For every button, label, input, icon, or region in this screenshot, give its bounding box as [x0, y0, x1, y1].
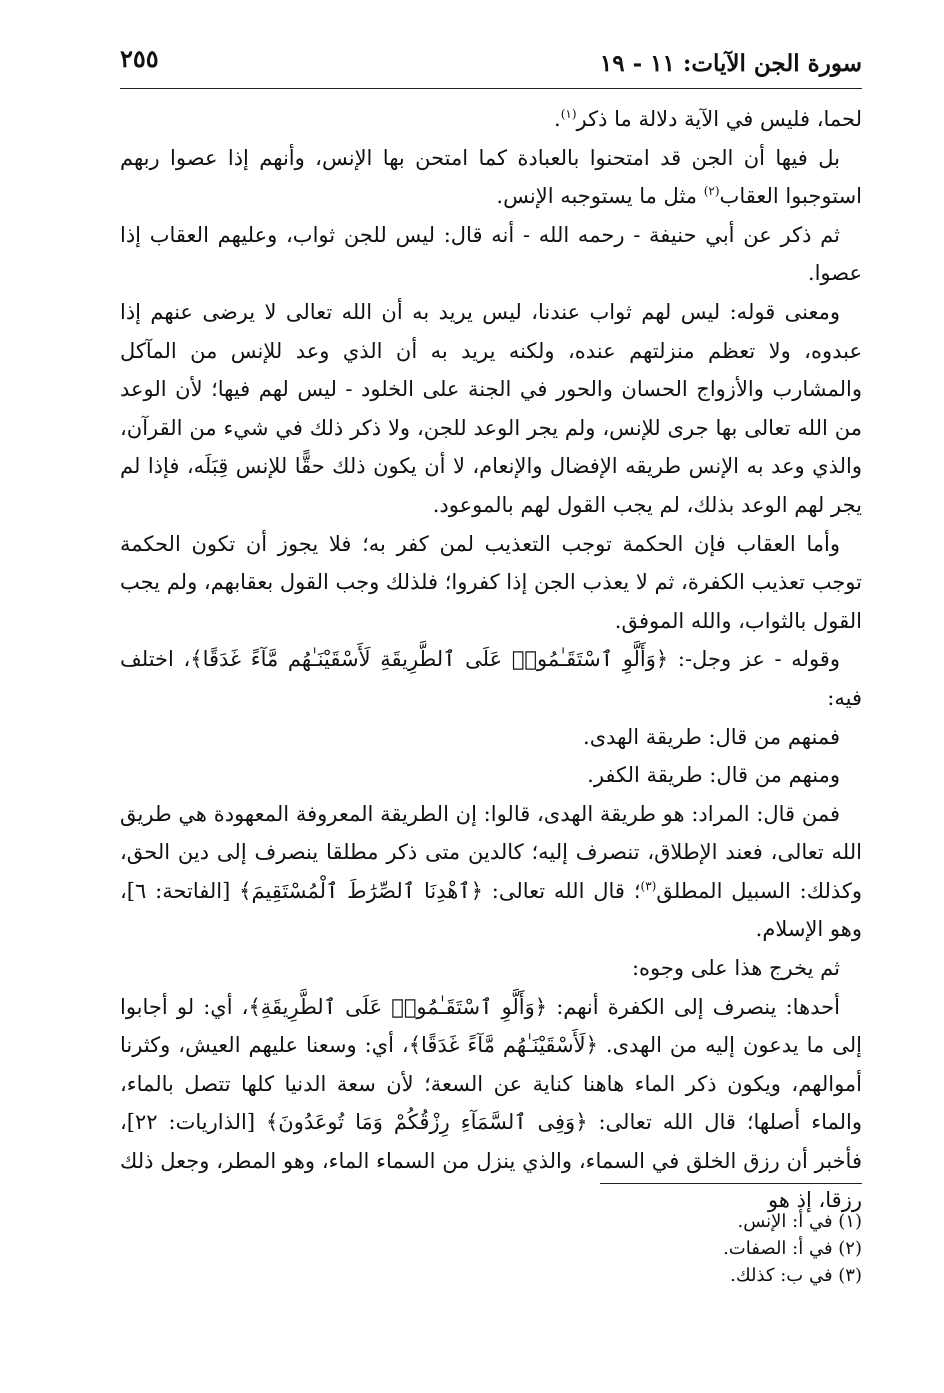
- footnote-ref: (٢): [703, 184, 720, 199]
- body-text: [120, 100, 862, 1219]
- paragraph-text: لحما، فليس في الآية دلالة ما ذكر: [576, 107, 862, 131]
- paragraph: وأما العقاب فإن الحكمة توجب التعذيب لمن كفر به؛ فلا يجوز أن تكون الحكمة توجب تعذيب الكفرة، ثم لا يعذب الجن إذا كفروا؛ فلذلك وجب القول بعقابهم، ولم يجب القول بالثواب، والله الموفق.: [120, 531, 862, 633]
- paragraph: ومنهم من قال: طريقة الكفر.: [587, 763, 840, 788]
- paragraph: أحدها: ينصرف إلى الكفرة أنهم: ﴿وَأَلَّوِ ٱسْتَقَـٰمُوا۟ عَلَى ٱلطَّرِيقَةِ﴾، أي: لو أجابوا إلى ما يدعون إليه من الهدى. ﴿لَأَسْقَيْنَـٰهُم مَّآءً غَدَقًا﴾، أي: وسعنا عليهم العيش، وكثرنا أموالهم، ويكون ذكر الماء هاهنا كناية عن السعة؛ لأن سعة الدنيا كلها تتصل بالماء، والماء أصلها؛ قال الله تعالى: ﴿وَفِى ٱلسَّمَآءِ رِزْقُكُمْ وَمَا تُوعَدُونَ﴾ [الذاريات: ٢٢]، فأخبر أن رزق الخلق في السماء، والذي ينزل من السماء الماء، وهو المطر، وجعل ذلك رزقا، إذ هو: [120, 994, 862, 1212]
- page-number: ٢٥٥: [120, 44, 159, 73]
- paragraph: [120, 795, 862, 949]
- paragraph: وقوله - عز وجل-: ﴿وَأَلَّوِ ٱسْتَقَـٰمُوا۟ عَلَى ٱلطَّرِيقَةِ لَأَسْقَيْنَـٰهُم مَّآءً غَدَقًا﴾، اختلف فيه:: [120, 647, 862, 710]
- paragraph-text: ؛ قال الله تعالى: ﴿ٱهْدِنَا ٱلصِّرَٰطَ ٱلْمُسْتَقِيمَ﴾ [الفاتحة: ٦]، وهو الإسلام.: [120, 878, 862, 942]
- footnotes: [300, 1208, 862, 1289]
- paragraph: ثم يخرج هذا على وجوه:: [631, 956, 840, 981]
- footnote: (١) في أ: الإنس.: [737, 1211, 862, 1232]
- paragraph-text: فمن قال: المراد: هو طريقة الهدى، قالوا: إن الطريقة المعروفة المعهودة هي طريق الله تعالى، فعند الإطلاق، تنصرف إليه؛ كالدين متى ذكر مطلقا ينصرف إلى دين الحق، وكذلك: السبيل المطلق: [120, 801, 863, 903]
- paragraph-text: مثل ما يستوجبه الإنس.: [496, 184, 704, 209]
- paragraph: [120, 139, 862, 216]
- paragraph: ثم ذكر عن أبي حنيفة - رحمه الله - أنه قال: ليس للجن ثواب، وعليهم العقاب إذا عصوا.: [120, 222, 862, 286]
- footnote-ref: (٣): [640, 878, 657, 893]
- paragraph: فمنهم من قال: طريقة الهدى.: [583, 724, 840, 749]
- paragraph-text: .: [554, 107, 561, 131]
- paragraph-text: بل فيها أن الجن قد امتحنوا بالعبادة كما امتحن بها الإنس، وأنهم إذا عصوا ربهم استوجبوا العقاب: [120, 145, 862, 209]
- footnote: (٢) في أ: الصفات.: [723, 1238, 862, 1259]
- header-title: سورة الجن الآيات: ١١ - ١٩: [599, 50, 862, 77]
- footnote: (٣) في ب: كذلك.: [730, 1265, 862, 1286]
- running-header: [120, 42, 862, 89]
- paragraph: ومعنى قوله: ليس لهم ثواب عندنا، ليس يريد به أن الله تعالى لا يرضى عنهم إذا عبدوه، ولا تعظم منزلتهم عنده، ولكنه يريد به أن الذي وعد للإنس من المآكل والمشارب والأزواج الحسان والحور في الجنة على الخلود - ليس لهم فيها؛ لأن الوعد من الله تعالى بها جرى للإنس، ولم يجر الوعد للجن، ولا ذكر ذلك في شيء من القرآن، والذي وعد به الإنس طريقه الإفضال والإنعام، لا أن يكون ذلك حقًّا للإنس قِبَلَه، فإذا لم يجر لهم الوعد بذلك، لم يجب القول لهم بالموعود.: [120, 299, 862, 517]
- footnote-divider: [600, 1183, 862, 1184]
- footnote-ref: (١): [560, 107, 577, 121]
- paragraph: [120, 100, 862, 139]
